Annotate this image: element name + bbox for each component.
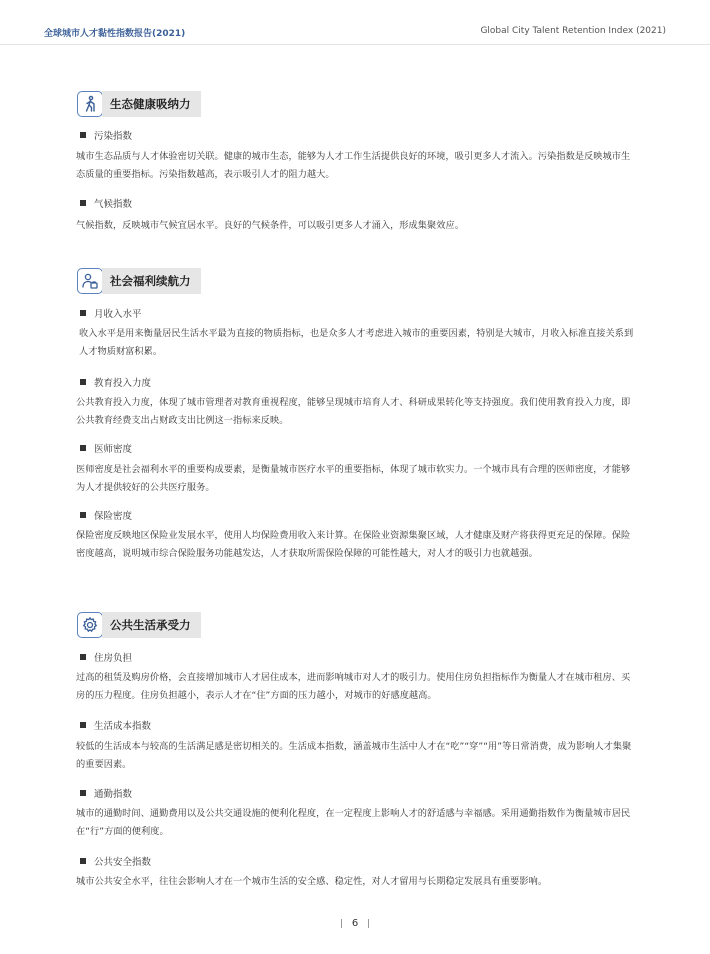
item-title-text: 住房负担 <box>94 653 133 664</box>
person-walking-icon <box>77 91 103 117</box>
header-right-title: Global City Talent Retention Index (2021) <box>480 26 666 36</box>
user-card-icon <box>77 268 103 294</box>
bullet-icon <box>80 654 86 660</box>
bullet-icon <box>80 512 86 518</box>
item-paragraph: 城市公共安全水平，往往会影响人才在一个城市生活的安全感、稳定性，对人才留用与长期稳定发展具有重要影响。 <box>76 876 548 887</box>
bullet-icon <box>80 200 86 206</box>
footer-divider <box>341 919 342 928</box>
item-title-text: 污染指数 <box>94 131 133 142</box>
item-title-text: 气候指数 <box>94 199 133 210</box>
item-title <box>80 650 132 664</box>
bullet-icon <box>80 790 86 796</box>
item-title <box>80 375 151 389</box>
bullet-icon <box>80 858 86 864</box>
section-title-ecology: 生态健康吸纳力 <box>102 91 201 117</box>
item-title <box>80 128 132 142</box>
gear-icon <box>77 612 103 638</box>
item-paragraph: 过高的租赁及购房价格，会直接增加城市人才居住成本，进而影响城市对人才的吸引力。使用住房负担指标作为衡量人才在城市租房、买房的压力程度。住房负担越小，表示人才在“住”方面的压力越小，对城市的好感度越高。 <box>76 672 631 701</box>
item-paragraph: 较低的生活成本与较高的生活满足感是密切相关的。生活成本指数，涵盖城市生活中人才在“吃”“穿”“用”等日常消费，成为影响人才集聚的重要因素。 <box>76 741 632 770</box>
header-left-title: 全球城市人才黏性指数报告(2021) <box>44 29 186 39</box>
section-title-welfare: 社会福利续航力 <box>102 268 201 294</box>
item-title <box>80 786 132 800</box>
item-paragraph: 气候指数，反映城市气候宜居水平。良好的气候条件，可以吸引更多人才涌入，形成集聚效应。 <box>76 220 464 231</box>
bullet-icon <box>80 310 86 316</box>
item-paragraph: 公共教育投入力度，体现了城市管理者对教育重视程度，能够呈现城市培育人才、科研成果转化等支持强度。我们使用教育投入力度，即公共教育经费支出占财政支出比例这一指标来反映。 <box>76 397 631 426</box>
item-title-text: 通勤指数 <box>94 789 133 800</box>
page-header <box>0 0 710 44</box>
item-title-text: 生活成本指数 <box>94 721 152 732</box>
bullet-icon <box>80 132 86 138</box>
item-paragraph: 保险密度反映地区保险业发展水平，使用人均保险费用收入来计算。在保险业资源集聚区域，人才健康及财产将获得更充足的保障。保险密度越高，说明城市综合保险服务功能越发达，人才获取所需保险保障的可能性越大，对人才的吸引力也就越强。 <box>76 530 631 559</box>
section-head-ecology <box>77 89 201 119</box>
item-title <box>80 306 142 320</box>
item-title-text: 保险密度 <box>94 511 133 522</box>
section-title-public-life: 公共生活承受力 <box>102 612 201 638</box>
item-title <box>80 718 151 732</box>
item-title-text: 医师密度 <box>94 444 133 455</box>
item-paragraph: 医师密度是社会福利水平的重要构成要素，是衡量城市医疗水平的重要指标，体现了城市软实力。一个城市具有合理的医师密度，才能够为人才提供较好的公共医疗服务。 <box>76 464 631 493</box>
item-paragraph: 城市生态品质与人才体验密切关联。健康的城市生态，能够为人才工作生活提供良好的环境，吸引更多人才流入。污染指数是反映城市生态质量的重要指标。污染指数越高，表示吸引人才的阻力越大。 <box>76 151 631 180</box>
item-title-text: 教育投入力度 <box>94 378 152 389</box>
bullet-icon <box>80 722 86 728</box>
bullet-icon <box>80 379 86 385</box>
item-title-text: 月收入水平 <box>94 309 142 320</box>
item-title <box>80 196 132 210</box>
footer-divider <box>368 919 369 928</box>
item-title <box>80 441 132 455</box>
section-head-welfare <box>77 266 201 296</box>
item-title <box>80 854 151 868</box>
page-footer <box>0 918 710 929</box>
section-head-public-life <box>77 610 201 640</box>
bullet-icon <box>80 445 86 451</box>
page-number: 6 <box>351 918 359 929</box>
item-paragraph: 收入水平是用来衡量居民生活水平最为直接的物质指标，也是众多人才考虑进入城市的重要因素，特别是大城市，月收入标准直接关系到人才物质财富积累。 <box>79 328 634 357</box>
item-title <box>80 508 132 522</box>
item-title-text: 公共安全指数 <box>94 857 152 868</box>
header-divider <box>0 44 710 45</box>
item-paragraph: 城市的通勤时间、通勤费用以及公共交通设施的便利化程度，在一定程度上影响人才的舒适感与幸福感。采用通勤指数作为衡量城市居民在“行”方面的便利度。 <box>76 808 631 837</box>
